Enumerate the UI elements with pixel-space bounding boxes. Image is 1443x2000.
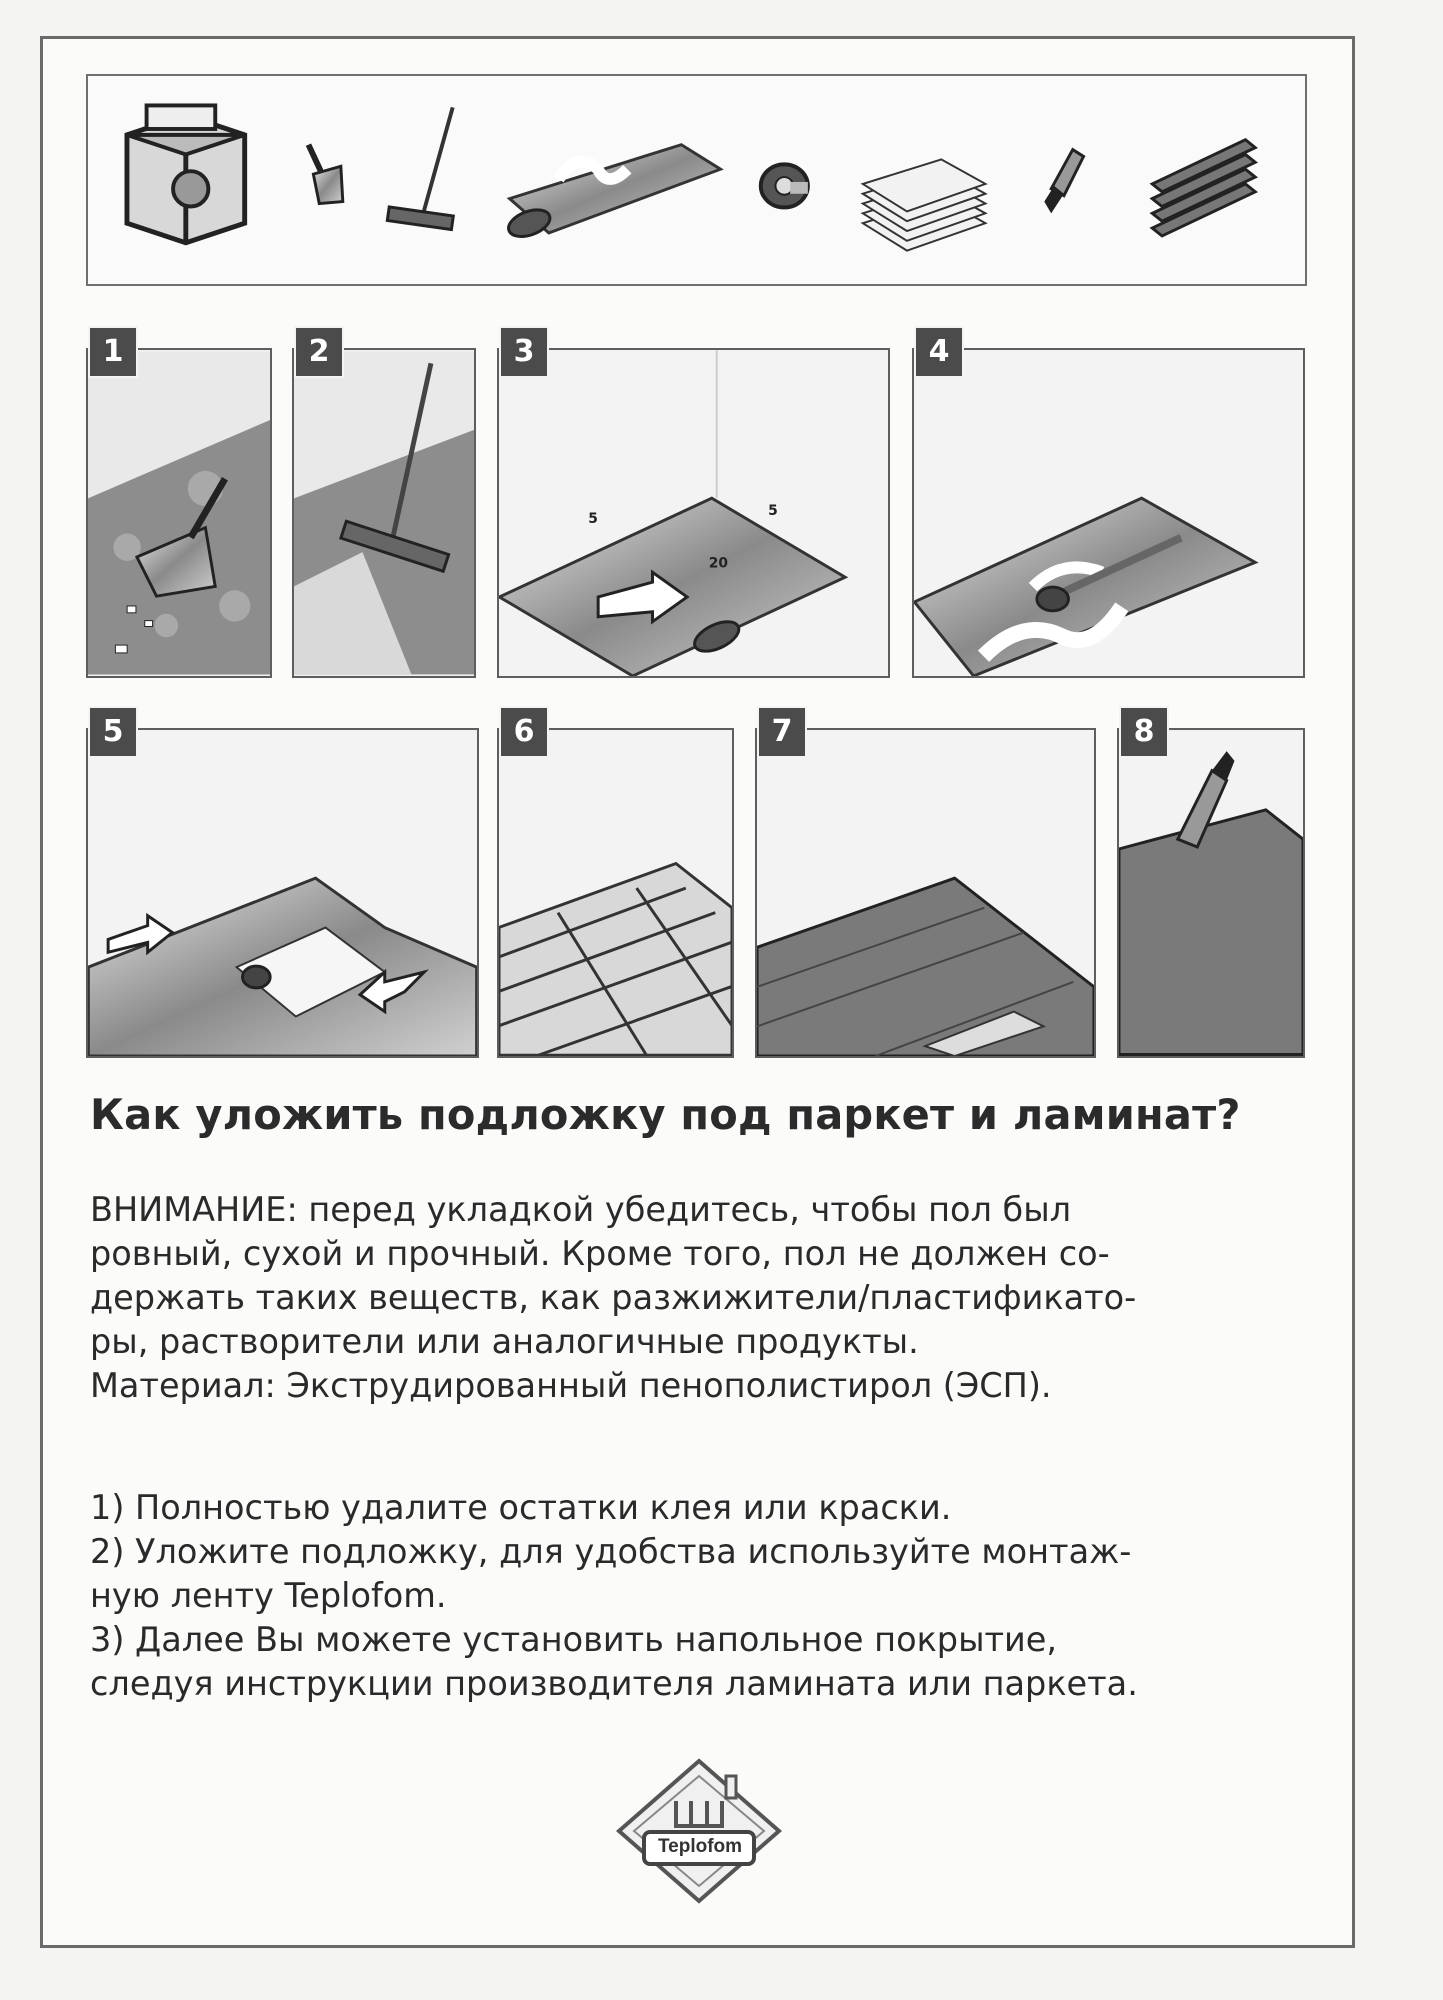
step-3-panel <box>497 348 890 678</box>
step-number-badge: 4 <box>914 326 964 378</box>
warning-line: ВНИМАНИЕ: перед укладкой убедитесь, чтобы пол был <box>90 1190 1072 1229</box>
broom-icon <box>387 107 453 229</box>
knife-icon <box>1044 150 1083 214</box>
step-1-panel <box>86 348 272 678</box>
instruction-line: следуя инструкции производителя ламината или паркета. <box>90 1664 1138 1703</box>
laminate-planks-icon <box>1152 140 1255 236</box>
instruction-line: ную ленту Teplofom. <box>90 1576 447 1615</box>
warning-line: ры, растворители или аналогичные продукты. <box>90 1322 919 1361</box>
step-6-panel <box>497 728 734 1058</box>
step-number-badge: 1 <box>88 326 138 378</box>
step-number-badge: 6 <box>499 706 549 758</box>
instruction-line: 3) Далее Вы можете установить напольное покрытие, <box>90 1620 1058 1659</box>
step-3-dimension-label: 5 <box>588 510 598 527</box>
logo-wordmark: Teplofom <box>657 1836 743 1857</box>
step-4-panel <box>912 348 1305 678</box>
step-7-panel <box>755 728 1096 1058</box>
underlay-sheets-icon <box>863 159 986 250</box>
toolbox-icon <box>127 105 245 242</box>
tools-panel <box>86 74 1307 286</box>
tape-icon <box>761 164 808 207</box>
scraper-icon <box>308 145 342 204</box>
material-line: Материал: Экструдированный пенополистирол (ЭСП). <box>90 1366 1052 1405</box>
page-title: Как уложить подложку под паркет и ламинат? <box>90 1090 1241 1139</box>
step-number-badge: 8 <box>1119 706 1169 758</box>
step-number-badge: 5 <box>88 706 138 758</box>
step-3-dimension-label: 20 <box>708 555 729 572</box>
underlay-roll-icon <box>505 145 721 242</box>
teplofom-logo <box>614 1756 784 1906</box>
step-number-badge: 3 <box>499 326 549 378</box>
step-5-panel <box>86 728 479 1058</box>
instruction-line: 2) Уложите подложку, для удобства используйте монтаж- <box>90 1532 1132 1571</box>
step-number-badge: 2 <box>294 326 344 378</box>
warning-line: держать таких веществ, как разжижители/пластификато- <box>90 1278 1137 1317</box>
step-number-badge: 7 <box>757 706 807 758</box>
step-3-dimension-label: 5 <box>768 502 778 519</box>
step-8-panel <box>1117 728 1305 1058</box>
warning-line: ровный, сухой и прочный. Кроме того, пол не должен со- <box>90 1234 1110 1273</box>
step-2-panel <box>292 348 476 678</box>
instruction-line: 1) Полностью удалите остатки клея или краски. <box>90 1488 952 1527</box>
